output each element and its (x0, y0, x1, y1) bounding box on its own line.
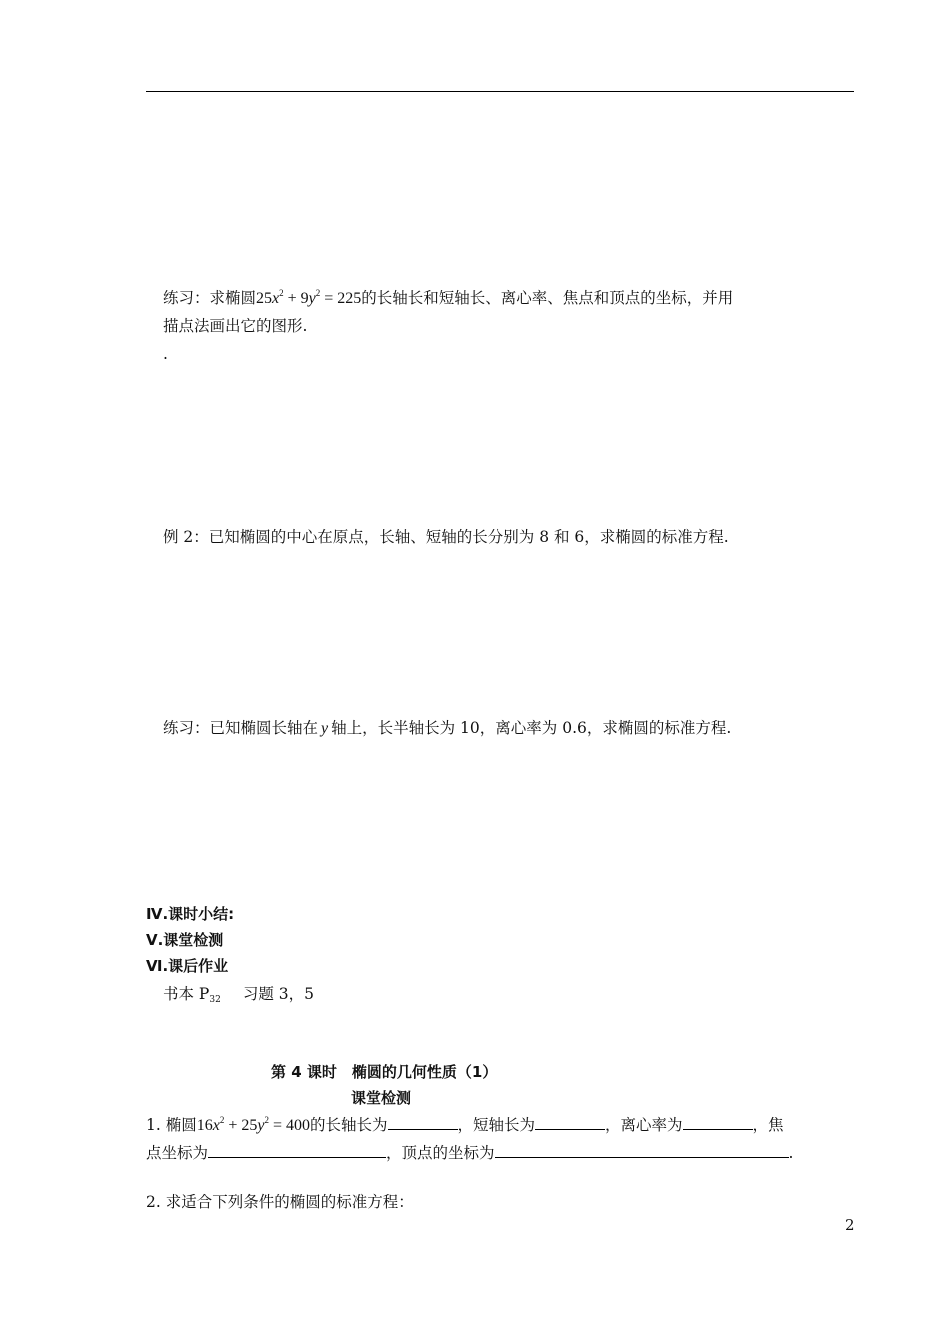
q1-end-period: . (788, 1144, 794, 1162)
page-number: 2 (845, 1216, 855, 1234)
eq-rhs: 400 (286, 1117, 310, 1134)
blank-minor-axis[interactable] (535, 1115, 605, 1130)
example2-text: 例 2：已知椭圆的中心在原点，长轴、短轴的长分别为 8 和 6，求椭圆的标准方程. (163, 528, 729, 546)
lesson-subtitle: 课堂检测 (351, 1089, 412, 1107)
book-suffix: 习题 3，5 (242, 985, 314, 1003)
eq-rhs: 225 (337, 290, 362, 307)
exercise1-suffix: 的长轴长和短轴长、离心率、焦点和顶点的坐标，并用 (361, 289, 734, 307)
q1-text-focus-coord: 点坐标为 (146, 1144, 209, 1162)
question1-equation: $16x^2 + 25y^2 = 400$ (196, 1115, 310, 1134)
exercise2-var: y (321, 720, 329, 737)
question1-prefix: 1. 椭圆 (146, 1116, 197, 1134)
header-rule (146, 91, 854, 92)
eq-coef-b: 9 (300, 290, 309, 307)
q1-text-ecc: ，离心率为 (605, 1116, 683, 1134)
q1-text-major: 的长轴长为 (310, 1116, 388, 1134)
q1-text-focus: ，焦 (752, 1116, 784, 1134)
exercise1-line2: 描点法画出它的图形. (163, 317, 308, 335)
book-prefix: 书本 P (163, 985, 210, 1003)
section-homework: Ⅵ.课后作业 (146, 957, 229, 975)
eq-coef-a: 16 (196, 1117, 213, 1134)
exercise1-dot: . (163, 345, 168, 363)
exercise2-prefix: 练习：已知椭圆长轴在 (163, 719, 319, 737)
blank-focus-coords[interactable] (208, 1143, 386, 1158)
exercise2-suffix: 轴上，长半轴长为 10，离心率为 0.6，求椭圆的标准方程. (331, 719, 732, 737)
section-check: Ⅴ.课堂检测 (146, 931, 224, 949)
exercise1-prefix: 练习：求椭圆 (163, 289, 257, 307)
exercise1-equation: $25x^2 + 9y^2 = 225$ (256, 288, 362, 307)
q1-text-vertex: ，顶点的坐标为 (386, 1144, 495, 1162)
exercise2-line (163, 718, 731, 739)
lesson-title: 第 4 课时 椭圆的几何性质（1） (271, 1063, 498, 1081)
eq-coef-a: 25 (256, 290, 273, 307)
exercise1-line1 (163, 288, 733, 309)
eq-coef-b: 25 (241, 1117, 258, 1134)
blank-major-axis[interactable] (388, 1115, 458, 1130)
blank-vertex-coords[interactable] (495, 1143, 789, 1158)
question2-text: 2. 求适合下列条件的椭圆的标准方程： (146, 1193, 414, 1211)
blank-eccentricity[interactable] (683, 1115, 753, 1130)
question1-line1 (146, 1115, 784, 1136)
section-summary: Ⅳ.课时小结: (146, 905, 235, 923)
book-sub: 32 (209, 995, 221, 1005)
question1-line2 (146, 1143, 793, 1163)
q1-text-minor: ，短轴长为 (457, 1116, 536, 1134)
homework-line (163, 984, 314, 1010)
